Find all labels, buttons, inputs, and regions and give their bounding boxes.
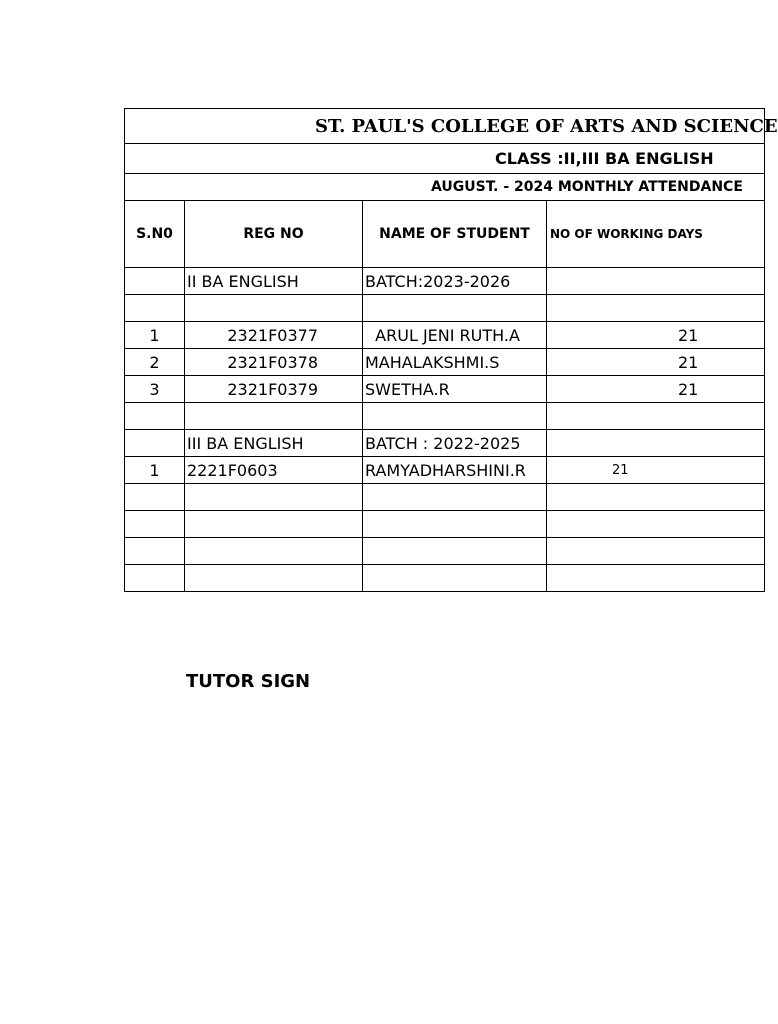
section1-label: II BA ENGLISH xyxy=(185,268,363,295)
class-line: CLASS :II,III BA ENGLISH xyxy=(125,144,765,174)
header-reg-no: REG NO xyxy=(185,201,363,268)
days-cell: 21 xyxy=(547,376,765,403)
section1-header-row xyxy=(125,268,765,295)
reg-cell: 2221F0603 xyxy=(185,457,363,484)
name-cell: ARUL JENI RUTH.A xyxy=(363,322,547,349)
days-cell: 21 xyxy=(547,349,765,376)
name-cell: MAHALAKSHMI.S xyxy=(363,349,547,376)
empty-row xyxy=(125,295,765,322)
reg-cell: 2321F0377 xyxy=(185,322,363,349)
table-row xyxy=(125,322,765,349)
empty-row xyxy=(125,484,765,511)
empty-row xyxy=(125,565,765,592)
sno-cell: 1 xyxy=(125,457,185,484)
days-cell: 21 xyxy=(547,457,765,484)
section2-label: III BA ENGLISH xyxy=(185,430,363,457)
sno-cell: 2 xyxy=(125,349,185,376)
empty-row xyxy=(125,403,765,430)
header-row xyxy=(125,201,765,268)
name-cell: RAMYADHARSHINI.R xyxy=(363,457,547,484)
days-cell: 21 xyxy=(547,322,765,349)
table-row xyxy=(125,376,765,403)
header-working-days: NO OF WORKING DAYS xyxy=(547,201,765,268)
section2-batch: BATCH : 2022-2025 xyxy=(363,430,547,457)
header-name: NAME OF STUDENT xyxy=(363,201,547,268)
attendance-table xyxy=(124,108,778,592)
college-title: ST. PAUL'S COLLEGE OF ARTS AND SCIENCE xyxy=(125,109,765,144)
reg-cell: 2321F0379 xyxy=(185,376,363,403)
empty-row xyxy=(125,538,765,565)
month-row xyxy=(125,174,765,201)
name-cell: SWETHA.R xyxy=(363,376,547,403)
sno-cell: 3 xyxy=(125,376,185,403)
title-row xyxy=(125,109,765,144)
reg-cell: 2321F0378 xyxy=(185,349,363,376)
tutor-sign-label: TUTOR SIGN xyxy=(186,671,311,692)
section1-batch: BATCH:2023-2026 xyxy=(363,268,547,295)
attendance-sheet xyxy=(124,108,778,592)
empty-row xyxy=(125,511,765,538)
header-sno: S.N0 xyxy=(125,201,185,268)
table-row xyxy=(125,457,765,484)
table-row xyxy=(125,349,765,376)
sno-cell: 1 xyxy=(125,322,185,349)
section2-header-row xyxy=(125,430,765,457)
month-line: AUGUST. - 2024 MONTHLY ATTENDANCE xyxy=(125,174,765,201)
class-row xyxy=(125,144,765,174)
